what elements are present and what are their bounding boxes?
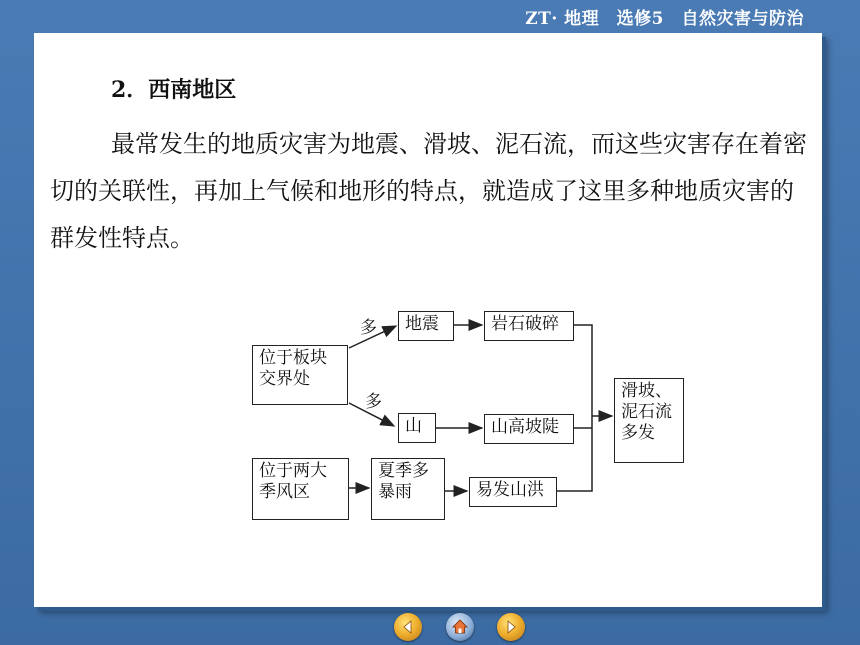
section-paragraph: 最常发生的地质灾害为地震、滑坡、泥石流，而这些灾害存在着密切的关联性，再加上气候和地形的特点，就造成了这里多种地质灾害的群发性特点。 [50,130,807,252]
box-rock-broken: 岩石破碎 [484,311,574,341]
box-flash-flood: 易发山洪 [469,477,557,507]
box-result: 滑坡、 泥石流 多发 [614,378,684,463]
back-button[interactable] [394,613,422,641]
header-title: ZT· 地理 选修5 自然灾害与防治 [525,9,804,29]
box-earthquake: 地震 [398,311,454,341]
home-icon [452,619,468,635]
forward-button[interactable] [497,613,525,641]
slide-page [34,33,822,607]
box-mountain: 山 [398,413,436,443]
box-summer-rain: 夏季多 暴雨 [371,458,445,520]
section-heading: 2．西南地区 [111,77,237,103]
forward-icon [503,619,519,635]
connector-rock [556,325,592,491]
label-many-bottom: 多 [365,392,382,412]
home-button[interactable] [446,613,474,641]
label-many-top: 多 [360,318,377,338]
box-monsoon-zone: 位于两大 季风区 [252,458,349,520]
box-plate-boundary: 位于板块 交界处 [252,345,348,405]
box-steep-slopes: 山高坡陡 [484,414,574,444]
back-icon [400,619,416,635]
